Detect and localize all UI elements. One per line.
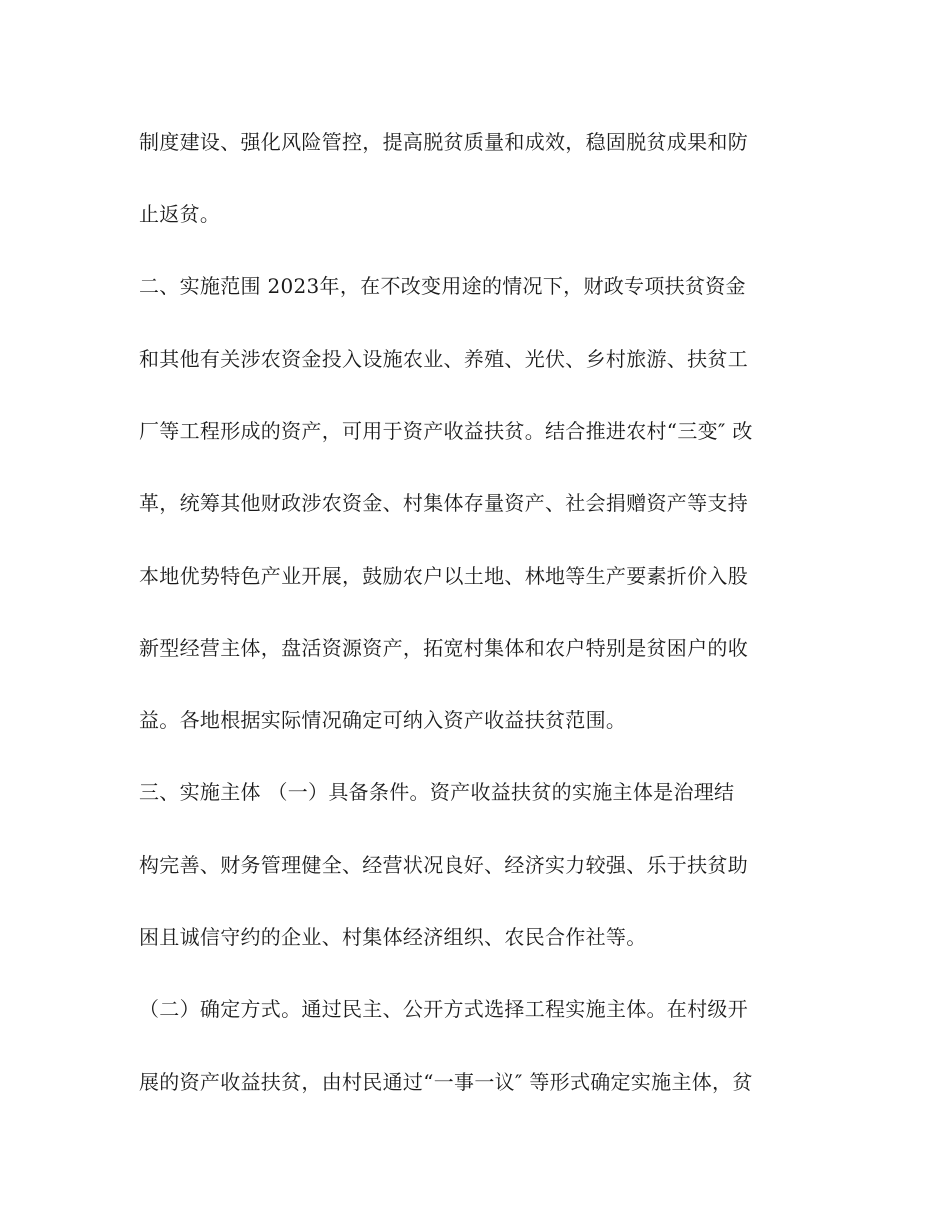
text-line: 困且诚信守约的企业、村集体经济组织、农民合作社等。: [139, 925, 647, 949]
text-line: 展的资产收益扶贫，由村民通过“一事一议″ 等形式确定实施主体，贫: [139, 1070, 753, 1094]
text-line: 止返贫。: [139, 202, 221, 226]
text-line: 革，统筹其他财政涉农资金、村集体存量资产、社会捐赠资产等支持: [139, 491, 748, 515]
text-line: 制度建设、强化风险管控，提高脱贫质量和成效，稳固脱贫成果和防: [139, 130, 748, 154]
text-line: 新型经营主体，盘活资源资产，拓宽村集体和农户特别是贫困户的收: [139, 636, 748, 660]
text-line: 益。各地根据实际情况确定可纳入资产收益扶贫范围。: [139, 708, 627, 732]
text-line: 厂等工程形成的资产，可用于资产收益扶贫。结合推进农村“三变″ 改: [139, 419, 753, 443]
text-line: 三、实施主体 （一）具备条件。资产收益扶贫的实施主体是治理结: [139, 780, 735, 804]
text-line: 本地优势特色产业开展，鼓励农户以土地、林地等生产要素折价入股: [139, 564, 748, 588]
text-line: 二、实施范围 2023年，在不改变用途的情况下，财政专项扶贫资金: [139, 274, 746, 298]
text-line: 和其他有关涉农资金投入设施农业、养殖、光伏、乡村旅游、扶贫工: [139, 347, 748, 371]
text-line: 构完善、财务管理健全、经营状况良好、经济实力较强、乐于扶贫助: [139, 853, 748, 877]
text-line: （二）确定方式。通过民主、公开方式选择工程实施主体。在村级开: [139, 997, 748, 1021]
